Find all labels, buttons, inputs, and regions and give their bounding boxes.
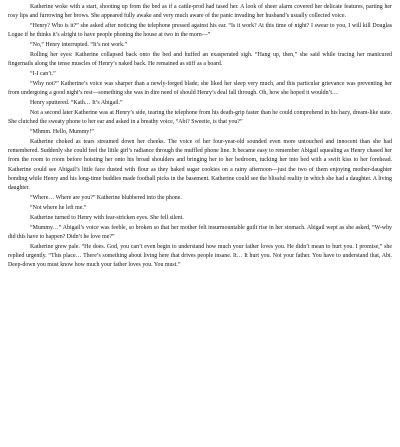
paragraph: Katherine grew pale. “He does. God, you can’t even begin to understand how much your father loves you. He didn’t mean to hurt you. I promise,” she replied urgently. “This place… There’s something about living here that drives people insane. It… It hurt you. Not your father. You have to understand that, Abi. Deep-down you must know how much your father loves you. You must.”	[8, 243, 392, 269]
paragraph: “No,” Henry interrupted. “It’s not work.”	[30, 42, 128, 49]
paragraph: Rolling her eyes: Katherine collapsed back onto the bed and huffed an exasperated sigh. “Hang up, then,” she said while tracing her manicured fingernails along the tense muscles of Henry’s naked back. He remained as stiff as a board.	[8, 52, 392, 68]
paragraph: “Mhmm. Hello, Mummy!”	[30, 129, 94, 136]
paragraph: Henry sputtered. “Kath… It’s Abigail.”	[30, 100, 123, 107]
paragraph: Katherine turned to Henry with fear-stricken eyes. She fell silent.	[30, 214, 184, 221]
paragraph: “Where… Where are you?” Katherine blubbered into the phone.	[30, 194, 182, 201]
paragraph: “Henry? Who is it?” she asked after noticing the telephone pressed against his ear. “Is it work? At this time of night? I swear to you, I will kill Douglas Logue if he thinks it’s alright to have people phoning the house at two in the morn—”	[8, 23, 392, 39]
paragraph: Katherine choked as tears streamed down her cheeks. The voice of her four-year-old sounded even more untouched and innocent than she had remembered. Suddenly she could feel the little girl’s radiance through the muffled phone line. It became easy to remember Abigail squealing as Henry chased her from the room to room before hoisting her onto his broad shoulders and bringing her to her bedroom, tucking her into bed with a swift kiss to her forehead. Katherine could see Abigail’s little face dusted with flour as they baked sugar cookies on a rainy afternoon—just the two of them enjoying mother-daughter bonding while Henry and his long-time buddies made football picks in the basement. Katherine could see the blissful reality in which she had a daughter. A living daughter.	[8, 139, 392, 192]
paragraph: “Not where he left me.”	[30, 204, 87, 211]
paragraph: Not a second later Katherine was at Henry’s side, tearing the telephone from his death-grip faster than he could comprehend in his hazy, dream-like state. She clutched the sweaty phone to her ear and asked in a breathy voice, “Abi? Sweetie, is that you?”	[8, 110, 392, 126]
paragraph: “Mummy…” Abigail’s voice was feeble, so broken so that her mother felt insurmountable guilt rise in her stomach. Abigail wept as she asked, “W-why did this have to happen? Didn’t he love me?”	[8, 224, 392, 240]
paragraph: “I-I can’t.”	[30, 71, 56, 78]
paragraph: Katherine woke with a start, shooting up from the bed as if a cattle-prod had tased her. A look of sheer alarm covered her delicate features, parting her rosy lips and furrowing her brows. She appeared fully awake and very much aware of the panic invading her husband’s usually collected voice.	[8, 4, 392, 20]
paragraph: “Why not?” Katherine’s voice was sharper than a newly-forged blade; she liked her sleep very much, and this particular grievance was preventing her from undergoing a good night’s rest—something she was in dire need of should Henry’s deal fall through. Oh, how she hoped it wouldn’t…	[8, 81, 392, 97]
